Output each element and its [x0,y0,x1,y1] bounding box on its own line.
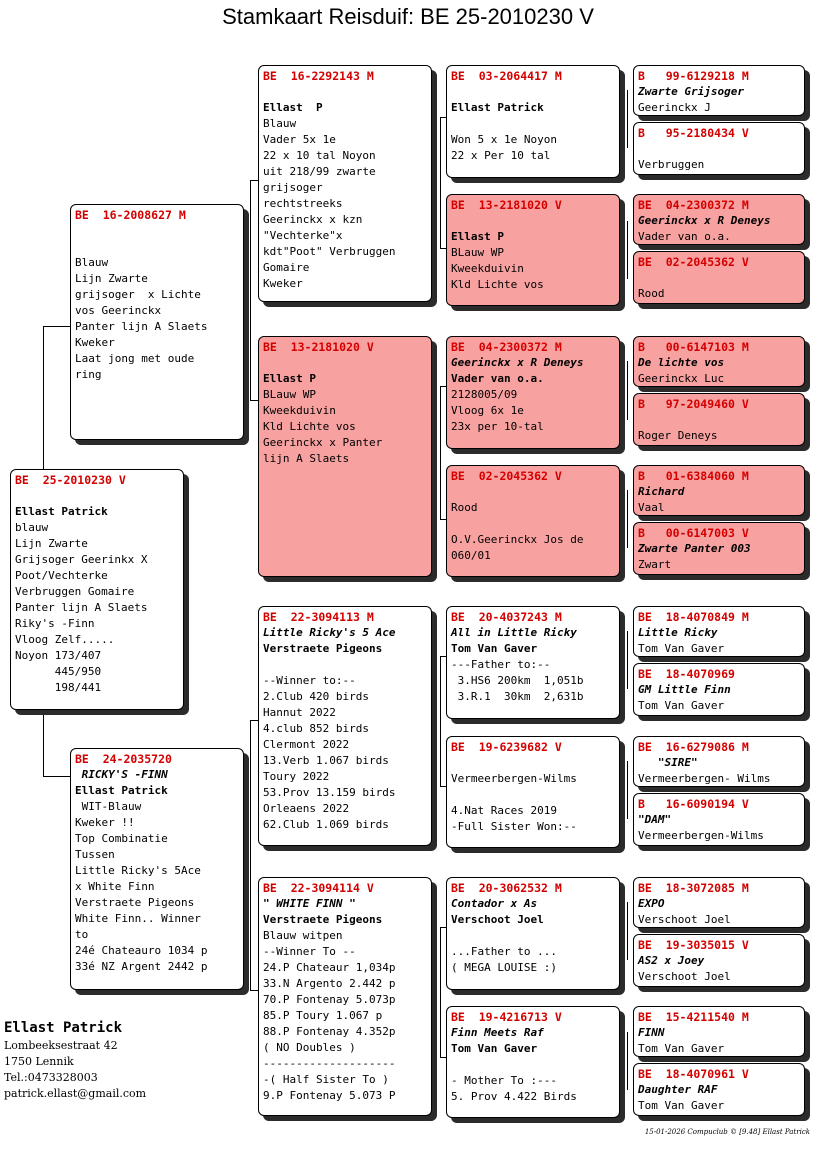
ring-number: BE 22-3094113 M [263,610,374,624]
owner-city: 1750 Lennik [4,1055,74,1068]
ring-number: BE 19-3035015 V [638,938,749,952]
pigeon-info-line: EXPO [638,897,665,910]
pigeon-info-line: Vloog 6x 1e [451,404,524,417]
pigeon-info-line: 62.Club 1.069 birds [263,818,389,831]
pigeon-info-line: Toury 2022 [263,770,330,783]
ring-number: B 95-2180434 V [638,126,749,140]
pigeon-info-line: Vloog Zelf..... [15,633,115,646]
pigeon-card-mm [258,877,432,1116]
pigeon-info-line: FINN [638,1026,665,1039]
pigeon-card-mmm [446,1006,620,1118]
pigeon-card-g8 [633,522,805,575]
pigeon-info-line: 3.HS6 200km 1,051b [451,674,584,687]
pigeon-info-line: "DAM" [638,813,672,826]
ring-number: B 01-6384060 M [638,469,749,483]
pigeon-info-line [75,223,239,239]
pigeon-info-line: 22 x Per 10 tal [451,149,551,162]
pigeon-info-line: White Finn.. Winner [75,912,201,925]
pigeon-info-line: Little Ricky [638,626,718,639]
pigeon-info-line: Richard [638,485,685,498]
pigeon-info-line: 53.Prov 13.159 birds [263,786,396,799]
pigeon-info-line: Daughter RAF [638,1083,718,1096]
owner-block [4,1018,146,1102]
pigeon-info-line: Vermeerbergen- Wilms [638,772,771,785]
pigeon-info-line: Zwarte Panter 003 [638,542,751,555]
pigeon-card-g16 [633,1063,805,1116]
pigeon-info-line [263,657,427,673]
pigeon-info-line: lijn A Slaets [263,452,350,465]
pigeon-info-line: 23x per 10-tal [451,420,544,433]
pigeon-card-g5 [633,336,805,387]
pigeon-info-line: - Mother To :--- [451,1074,557,1087]
pigeon-info-line: Panter lijn A Slaets [15,601,148,614]
pigeon-card-father [70,204,244,440]
ring-number: B 00-6147103 M [638,340,749,354]
pigeon-info-line [451,755,615,771]
pigeon-info-line: 3.R.1 30km 2,631b [451,690,584,703]
pigeon-card-g9 [633,606,805,657]
ring-number: BE 13-2181020 V [263,340,374,354]
pigeon-info-line: 33é NZ Argent 2442 p [75,960,208,973]
pigeon-info-line: Kweekduivin [263,404,336,417]
pigeon-info-line: Tom Van Gaver [638,642,725,655]
pigeon-info-line: 060/01 [451,549,491,562]
pigeon-info-line: Verbruggen [638,158,705,171]
pigeon-info-line: Verschoot Joel [638,913,731,926]
pigeon-info-line: Contador x As [451,897,538,910]
pigeon-info-line: 88.P Fontenay 4.352p [263,1025,396,1038]
pigeon-card-g4 [633,251,805,304]
pigeon-info-line: WIT-Blauw [75,800,142,813]
pigeon-info-line [263,84,427,100]
pigeon-info-line: 2.Club 420 birds [263,690,369,703]
pigeon-info-line: Geerinckx Luc [638,372,725,385]
pigeon-info-line: ( NO Doubles ) [263,1041,356,1054]
pigeon-info-line: Verstraete Pigeons [263,642,383,655]
pigeon-info-line: Blauw [263,117,297,130]
pigeon-info-line: Ellast Patrick [75,784,168,797]
ring-number: BE 16-2292143 M [263,69,374,83]
pigeon-info-line: "SIRE" [638,756,698,769]
pigeon-card-g6 [633,393,805,446]
pigeon-info-line: 9.P Fontenay 5.073 P [263,1089,396,1102]
pigeon-info-line: Verschoot Joel [638,970,731,983]
pigeon-info-line [263,355,427,371]
ring-number: BE 02-2045362 V [638,255,749,269]
pigeon-info-line: 70.P Fontenay 5.073p [263,993,396,1006]
pigeon-card-g11 [633,736,805,787]
pigeon-info-line: Ellast P [451,230,504,243]
pigeon-info-line [638,412,800,428]
ring-number: B 99-6129218 M [638,69,749,83]
pigeon-info-line: grijsoger [263,181,323,194]
pigeon-info-line: BLauw WP [451,246,504,259]
pigeon-info-line: 4.Nat Races 2019 [451,804,557,817]
pigeon-info-line: Laat jong met oude [75,352,195,365]
ring-number: BE 25-2010230 V [15,473,126,487]
pigeon-info-line: Clermont 2022 [263,738,350,751]
pigeon-info-line: " WHITE FINN " [263,897,356,910]
owner-phone: Tel.:0473328003 [4,1071,98,1084]
ring-number: BE 02-2045362 V [451,469,562,483]
pigeon-info-line: 33.N Argento 2.442 p [263,977,396,990]
pigeon-info-line: Orleaens 2022 [263,802,350,815]
pigeon-info-line: Tom Van Gaver [638,1099,725,1112]
pigeon-card-mff [446,606,620,719]
ring-number: BE 24-2035720 [75,752,172,766]
ring-number: BE 16-6279086 M [638,740,749,754]
pigeon-info-line: Geerinckx J [638,101,711,114]
pigeon-card-fmm [446,465,620,577]
owner-name: Ellast Patrick [4,1020,123,1036]
pigeon-info-line: Lijn Zwarte [75,272,148,285]
ring-number: BE 19-6239682 V [451,740,562,754]
pigeon-info-line: x White Finn [75,880,155,893]
pigeon-info-line: AS2 x Joey [638,954,705,967]
pigeon-info-line: Little Ricky's 5 Ace [263,626,396,639]
pigeon-info-line: grijsoger x Lichte [75,288,201,301]
ring-number: B 97-2049460 V [638,397,749,411]
pigeon-info-line [451,484,615,500]
pigeon-info-line: Blauw witpen [263,929,343,942]
pigeon-card-mother [70,748,244,990]
pigeon-info-line: Ellast P [263,101,323,114]
pigeon-info-line: blauw [15,521,49,534]
pigeon-info-line: "Vechterke"x [263,229,343,242]
pigeon-info-line: rechtstreeks [263,197,343,210]
pigeon-card-g1 [633,65,805,116]
pigeon-info-line: BLauw WP [263,388,316,401]
pigeon-info-line: Verschoot Joel [451,913,544,926]
pigeon-card-fmf [446,336,620,449]
ring-number: BE 18-4070969 [638,667,735,681]
pigeon-card-g2 [633,122,805,175]
pigeon-info-line: Top Combinatie [75,832,168,845]
pigeon-info-line: 4.club 852 birds [263,722,369,735]
pigeon-info-line: Ellast Patrick [15,505,108,518]
page-title: Stamkaart Reisduif: BE 25-2010230 V [222,4,594,29]
pigeon-info-line: 85.P Toury 1.067 p [263,1009,383,1022]
pigeon-card-g12 [633,793,805,846]
pigeon-card-g15 [633,1006,805,1057]
pigeon-info-line: Kweker [263,277,303,290]
pigeon-card-ff [258,65,432,302]
ring-number: BE 22-3094114 V [263,881,374,895]
ring-number: BE 18-4070849 M [638,610,749,624]
ring-number: BE 04-2300372 M [451,340,562,354]
pigeon-info-line: to [75,928,89,941]
pigeon-info-line: Kld Lichte vos [451,278,544,291]
pigeon-info-line: Geerinckx x R Deneys [638,214,771,227]
pigeon-card-fm [258,336,432,577]
pigeon-info-line: Panter lijn A Slaets [75,320,208,333]
pigeon-info-line: ( MEGA LOUISE :) [451,961,557,974]
pigeon-info-line: -------------------- [263,1057,396,1070]
ring-number: BE 16-2008627 M [75,208,186,222]
ring-number: BE 20-4037243 M [451,610,562,624]
ring-number: BE 15-4211540 M [638,1010,749,1024]
pigeon-card-mfm [446,736,620,848]
pigeon-info-line: ring [75,368,102,381]
pigeon-info-line: Lijn Zwarte [15,537,88,550]
pigeon-info-line: Kweker [75,336,115,349]
pigeon-info-line: uit 218/99 zwarte [263,165,376,178]
pigeon-info-line: Kweker !! [75,816,135,829]
ring-number: BE 18-4070961 V [638,1067,749,1081]
footer-credit: 15-01-2026 Compuclub © [9.48] Ellast Patrick [644,1128,810,1136]
owner-email[interactable]: patrick.ellast@gmail.com [4,1087,147,1100]
pigeon-info-line: 445/950 [15,665,102,678]
pigeon-info-line: Kweekduivin [451,262,524,275]
pigeon-info-line [451,516,615,532]
pigeon-info-line [638,141,800,157]
pigeon-info-line [451,1057,615,1073]
pigeon-card-ffm [446,194,620,306]
ring-number: BE 04-2300372 M [638,198,749,212]
pigeon-info-line: All in Little Ricky [451,626,577,639]
ring-number: B 00-6147003 V [638,526,749,540]
pigeon-info-line: Vaal [638,501,665,514]
pigeon-info-line: Vader van o.a. [638,230,731,243]
pigeon-card-mf [258,606,432,846]
pigeon-info-line [75,239,239,255]
pigeon-info-line: Blauw [75,256,109,269]
pigeon-info-line: Zwarte Grijsoger [638,85,744,98]
pigeon-info-line: Riky's -Finn [15,617,95,630]
pigeon-info-line: Geerinckx x kzn [263,213,363,226]
pigeon-info-line: Hannut 2022 [263,706,336,719]
pigeon-info-line: Tom Van Gaver [451,1042,538,1055]
pigeon-card-g13 [633,877,805,928]
pigeon-card-g10 [633,663,805,716]
pigeon-info-line: 24é Chateauro 1034 p [75,944,208,957]
pigeon-info-line: 2128005/09 [451,388,518,401]
pigeon-info-line: --Winner to:-- [263,674,356,687]
pigeon-info-line: Kld Lichte vos [263,420,356,433]
pigeon-info-line: 24.P Chateaur 1,034p [263,961,396,974]
pigeon-info-line: Tom Van Gaver [451,642,538,655]
pigeon-info-line: Rood [451,501,478,514]
pigeon-info-line [15,488,179,504]
pigeon-card-mmf [446,877,620,990]
pigeon-info-line [451,787,615,803]
pigeon-info-line: Verstraete Pigeons [263,913,383,926]
pigeon-info-line: Ellast Patrick [451,101,544,114]
pigeon-info-line: Won 5 x 1e Noyon [451,133,557,146]
pigeon-card-g14 [633,934,805,987]
pigeon-info-line: 22 x 10 tal Noyon [263,149,376,162]
pigeon-info-line: Vermeerbergen-Wilms [451,772,577,785]
pigeon-info-line: Vermeerbergen-Wilms [638,829,764,842]
pigeon-info-line: GM Little Finn [638,683,731,696]
ring-number: B 16-6090194 V [638,797,749,811]
pigeon-card-fff [446,65,620,178]
owner-address: Lombeeksestraat 42 [4,1039,118,1052]
ring-number: BE 20-3062532 M [451,881,562,895]
pigeon-info-line: Tom Van Gaver [638,699,725,712]
pigeon-info-line [451,116,615,132]
pigeon-info-line: 5. Prov 4.422 Birds [451,1090,577,1103]
pigeon-info-line: 13.Verb 1.067 birds [263,754,389,767]
pigeon-info-line: -Full Sister Won:-- [451,820,577,833]
pigeon-info-line: De lichte vos [638,356,725,369]
pigeon-info-line: Poot/Vechterke [15,569,108,582]
pigeon-info-line: kdt"Poot" Verbruggen [263,245,396,258]
pigeon-info-line: Zwart [638,558,672,571]
ring-number: BE 13-2181020 V [451,198,562,212]
pigeon-info-line: 198/441 [15,681,102,694]
pigeon-card-g3 [633,194,805,245]
pigeon-info-line: Ellast P [263,372,316,385]
pigeon-info-line: -( Half Sister To ) [263,1073,389,1086]
pigeon-info-line: Noyon 173/407 [15,649,102,662]
ring-number: BE 19-4216713 V [451,1010,562,1024]
pigeon-info-line: vos Geerinckx [75,304,162,317]
pigeon-info-line: Geerinckx x Panter [263,436,383,449]
pigeon-info-line: Grijsoger Geerinkx X [15,553,148,566]
pigeon-info-line: ...Father to ... [451,945,557,958]
pigeon-info-line: Tom Van Gaver [638,1042,725,1055]
pigeon-info-line: --Winner To -- [263,945,356,958]
pigeon-info-line [451,213,615,229]
pigeon-info-line [451,84,615,100]
pigeon-info-line [451,928,615,944]
pigeon-info-line: Rood [638,287,665,300]
pigeon-info-line: Finn Meets Raf [451,1026,544,1039]
pigeon-info-line: Gomaire [263,261,310,274]
pigeon-info-line: O.V.Geerinckx Jos de [451,533,584,546]
pigeon-info-line: Vader 5x 1e [263,133,336,146]
pigeon-info-line: Little Ricky's 5Ace [75,864,201,877]
pigeon-card-g7 [633,465,805,516]
pigeon-info-line: Vader van o.a. [451,372,544,385]
pigeon-info-line: ---Father to:-- [451,658,551,671]
pigeon-info-line: Geerinckx x R Deneys [451,356,584,369]
ring-number: BE 03-2064417 M [451,69,562,83]
pigeon-info-line: Tussen [75,848,115,861]
pigeon-card-main [10,469,184,710]
pigeon-info-line: Verstraete Pigeons [75,896,195,909]
pigeon-info-line: Verbruggen Gomaire [15,585,135,598]
ring-number: BE 18-3072085 M [638,881,749,895]
pigeon-info-line: Roger Deneys [638,429,718,442]
pigeon-info-line [638,270,800,286]
pigeon-info-line: RICKY'S -FINN [75,768,168,781]
